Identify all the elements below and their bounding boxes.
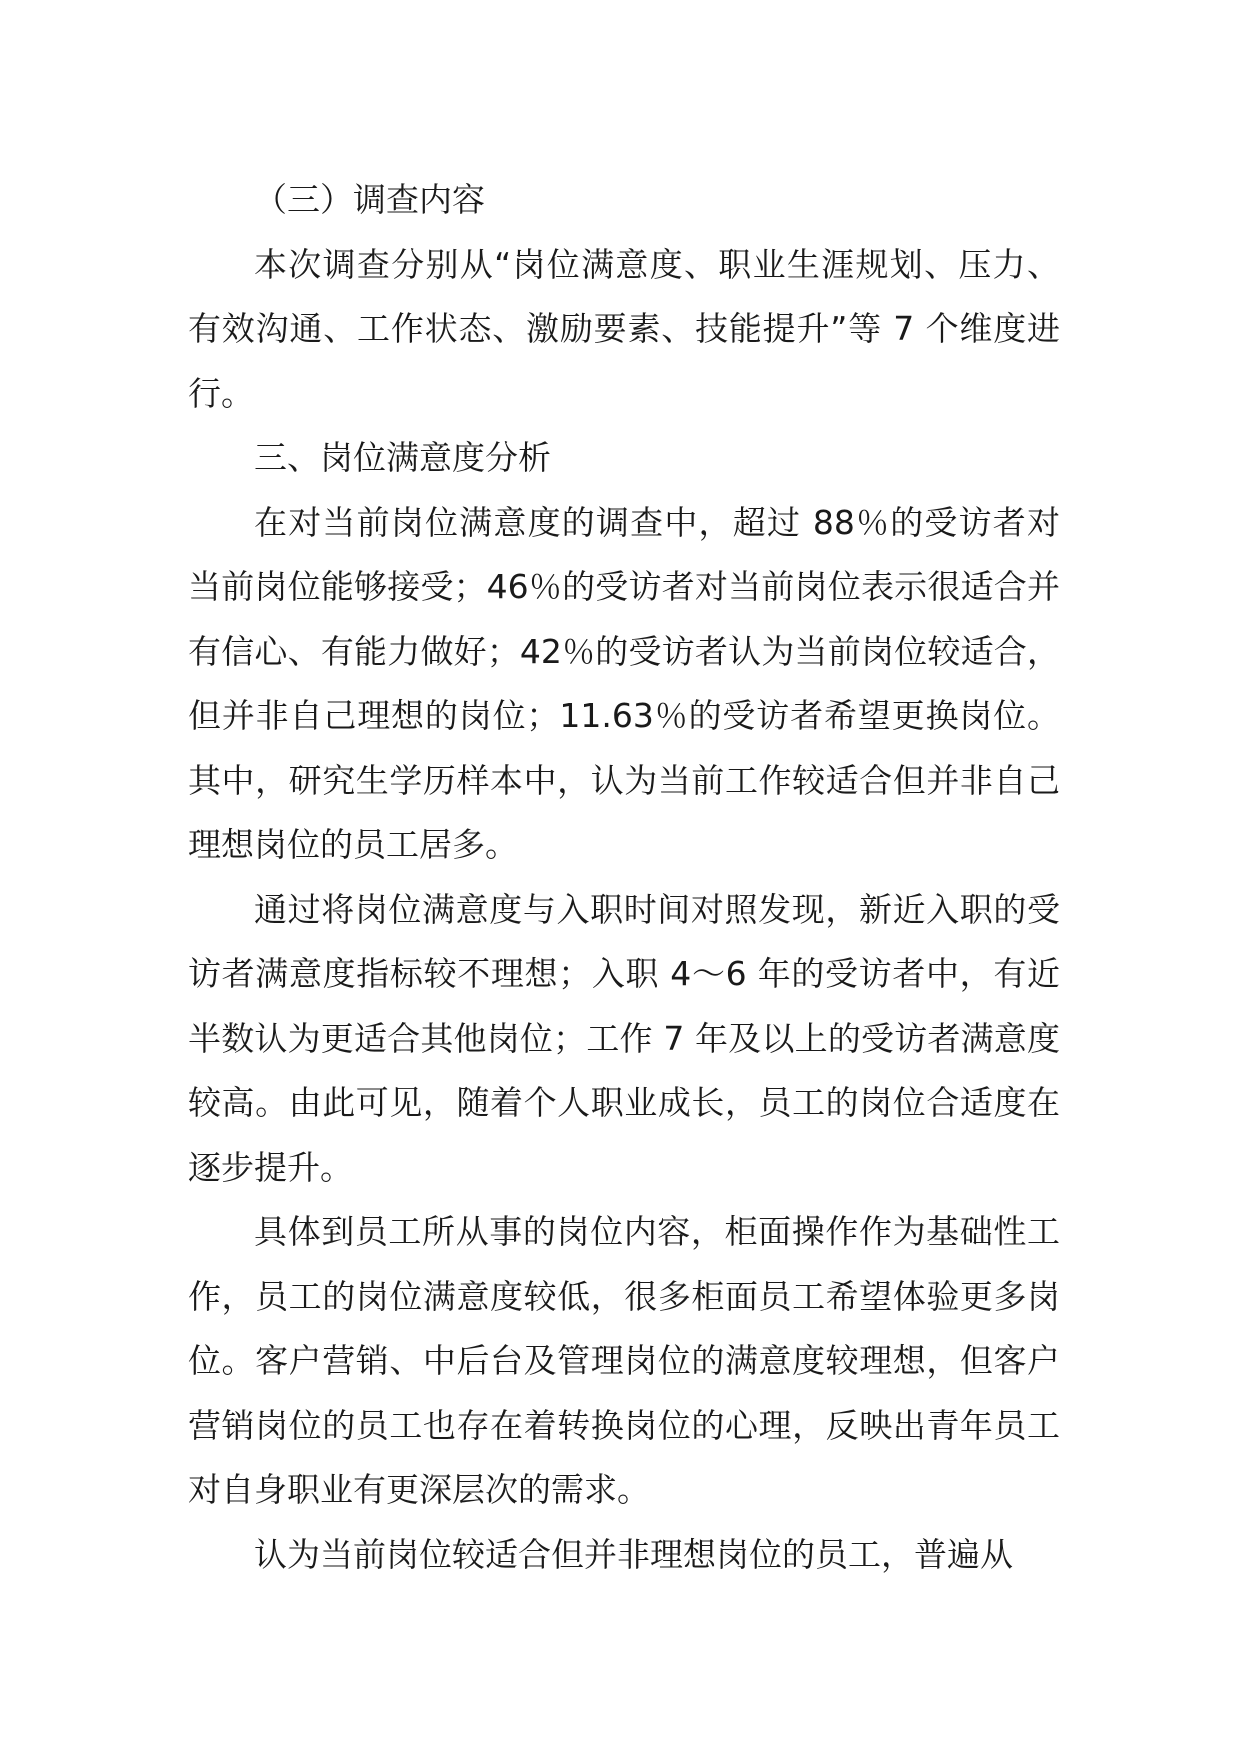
paragraph-continued: 认为当前岗位较适合但并非理想岗位的员工，普遍从 [254,1534,1013,1574]
paragraph-survey-dimensions: 本次调查分别从“岗位满意度、职业生涯规划、压力、有效沟通、工作状态、激励要素、技能提升”等 7 个维度进行。 [188,244,1060,413]
document-body [188,168,1060,1587]
paragraph-tenure-comparison: 通过将岗位满意度与入职时间对照发现，新近入职的受访者满意度指标较不理想；入职 4～6 年的受访者中，有近半数认为更适合其他岗位；工作 7 年及以上的受访者满意度较高。由此可见，随着个人职业成长，员工的岗位合适度在逐步提升。 [188,889,1060,1187]
paragraph-job-content: 具体到员工所从事的岗位内容，柜面操作作为基础性工作，员工的岗位满意度较低，很多柜面员工希望体验更多岗位。客户营销、中后台及管理岗位的满意度较理想，但客户营销岗位的员工也存在着转换岗位的心理，反映出青年员工对自身职业有更深层次的需求。 [188,1212,1060,1509]
paragraph-satisfaction-results: 在对当前岗位满意度的调查中，超过 88％的受访者对当前岗位能够接受；46％的受访者对当前岗位表示很适合并有信心、有能力做好；42％的受访者认为当前岗位较适合，但并非自己理想的岗位；11.63％的受访者希望更换岗位。其中，研究生学历样本中，认为当前工作较适合但并非自己理想岗位的员工居多。 [188,502,1060,864]
section-heading-job-satisfaction: 三、岗位满意度分析 [254,438,551,477]
subsection-heading-survey-content: （三）调查内容 [254,180,485,219]
